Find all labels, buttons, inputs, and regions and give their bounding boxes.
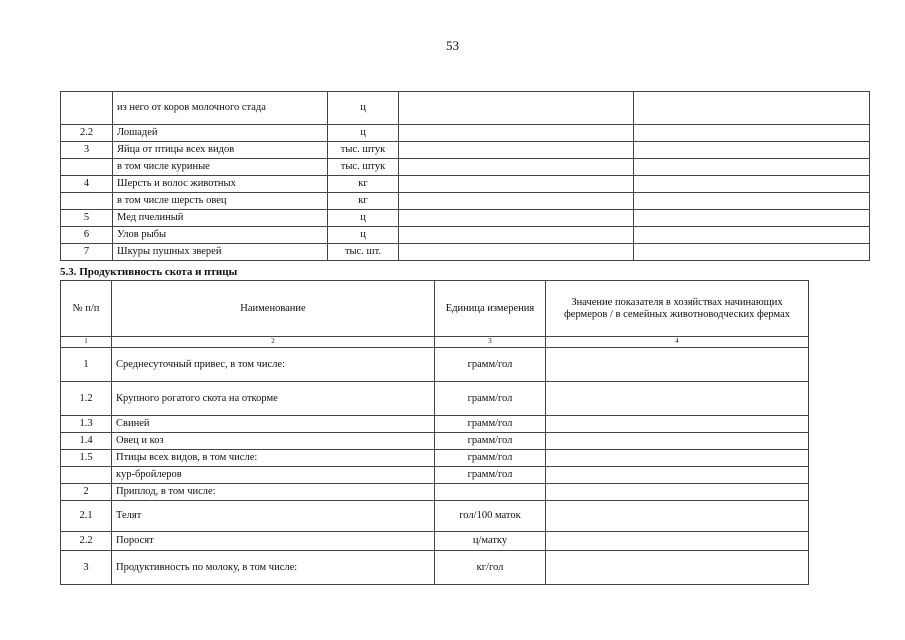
value-cell [546,433,809,450]
row-unit: грамм/гол [435,416,546,433]
table-row [61,210,870,227]
table-row [61,433,809,450]
value-cell [546,416,809,433]
row-name: Птицы всех видов, в том числе: [112,450,435,467]
value-cell [546,467,809,484]
value-cell [546,382,809,416]
header-value: Значение показателя в хозяйствах начинающих фермеров / в семейных животноводческих фермах [546,281,809,337]
table-row [61,227,870,244]
value-cell [546,532,809,551]
row-name: Среднесуточный привес, в том числе: [112,348,435,382]
value-cell [546,551,809,585]
value-cell [399,244,634,261]
row-name: Мед пчелиный [113,210,328,227]
row-name: Крупного рогатого скота на откорме [112,382,435,416]
row-unit: грамм/гол [435,348,546,382]
production-table [60,91,870,261]
row-unit: кг [328,193,399,210]
value-cell [634,210,870,227]
row-number [61,193,113,210]
value-cell [634,142,870,159]
row-name: Приплод, в том числе: [112,484,435,501]
value-cell [546,484,809,501]
row-unit: тыс. шт. [328,244,399,261]
value-cell [634,125,870,142]
row-number: 1.5 [61,450,112,467]
row-name: Шерсть и волос животных [113,176,328,193]
header-row [61,281,809,337]
row-unit: грамм/гол [435,467,546,484]
row-number: 5 [61,210,113,227]
row-unit: тыс. штук [328,142,399,159]
value-cell [546,501,809,532]
row-number [61,467,112,484]
row-number: 1.4 [61,433,112,450]
table-row [61,551,809,585]
row-name: в том числе шерсть овец [113,193,328,210]
table-row [61,382,809,416]
column-index: 2 [112,337,435,348]
row-number: 2.1 [61,501,112,532]
column-index: 3 [435,337,546,348]
value-cell [399,92,634,125]
table-row [61,92,870,125]
row-number: 3 [61,142,113,159]
value-cell [634,193,870,210]
value-cell [634,244,870,261]
row-unit: грамм/гол [435,450,546,467]
row-unit: тыс. штук [328,159,399,176]
row-number: 1.2 [61,382,112,416]
value-cell [399,210,634,227]
page-number: 53 [446,38,459,53]
row-unit: ц [328,125,399,142]
table-row [61,348,809,382]
value-cell [546,450,809,467]
row-number: 7 [61,244,113,261]
value-cell [634,227,870,244]
table-row [61,467,809,484]
row-name: Свиней [112,416,435,433]
row-unit: кг [328,176,399,193]
table-row [61,176,870,193]
table-row [61,501,809,532]
table-row [61,193,870,210]
table-row [61,484,809,501]
row-unit [435,484,546,501]
row-number: 3 [61,551,112,585]
row-unit: ц [328,92,399,125]
row-name: Улов рыбы [113,227,328,244]
value-cell [399,142,634,159]
row-unit: ц/матку [435,532,546,551]
row-number: 4 [61,176,113,193]
value-cell [399,227,634,244]
table-row [61,450,809,467]
value-cell [634,176,870,193]
row-name: Яйца от птицы всех видов [113,142,328,159]
row-name: в том числе куриные [113,159,328,176]
row-number: 1.3 [61,416,112,433]
table-row [61,532,809,551]
header-num: № п/п [61,281,112,337]
row-name: Телят [112,501,435,532]
row-name: Шкуры пушных зверей [113,244,328,261]
header-name: Наименование [112,281,435,337]
productivity-table [60,280,809,585]
table-row [61,142,870,159]
row-name: из него от коров молочного стада [113,92,328,125]
row-number: 2 [61,484,112,501]
row-name: Продуктивность по молоку, в том числе: [112,551,435,585]
value-cell [634,159,870,176]
row-number [61,159,113,176]
value-cell [399,159,634,176]
value-cell [399,176,634,193]
table-row [61,159,870,176]
row-name: Овец и коз [112,433,435,450]
value-cell [399,125,634,142]
value-cell [399,193,634,210]
row-unit: ц [328,210,399,227]
row-unit: грамм/гол [435,433,546,450]
column-index: 4 [546,337,809,348]
header-unit: Единица измерения [435,281,546,337]
column-index: 1 [61,337,112,348]
row-number [61,92,113,125]
value-cell [634,92,870,125]
row-name: кур-бройлеров [112,467,435,484]
table-row [61,244,870,261]
value-cell [546,348,809,382]
section-title: 5.3. Продуктивность скота и птицы [60,266,238,278]
row-unit: кг/гол [435,551,546,585]
row-number: 1 [61,348,112,382]
row-unit: гол/100 маток [435,501,546,532]
row-number: 2.2 [61,125,113,142]
column-index-row [61,337,809,348]
row-name: Поросят [112,532,435,551]
row-name: Лошадей [113,125,328,142]
row-unit: грамм/гол [435,382,546,416]
table-row [61,416,809,433]
table-row [61,125,870,142]
row-number: 2.2 [61,532,112,551]
row-unit: ц [328,227,399,244]
row-number: 6 [61,227,113,244]
